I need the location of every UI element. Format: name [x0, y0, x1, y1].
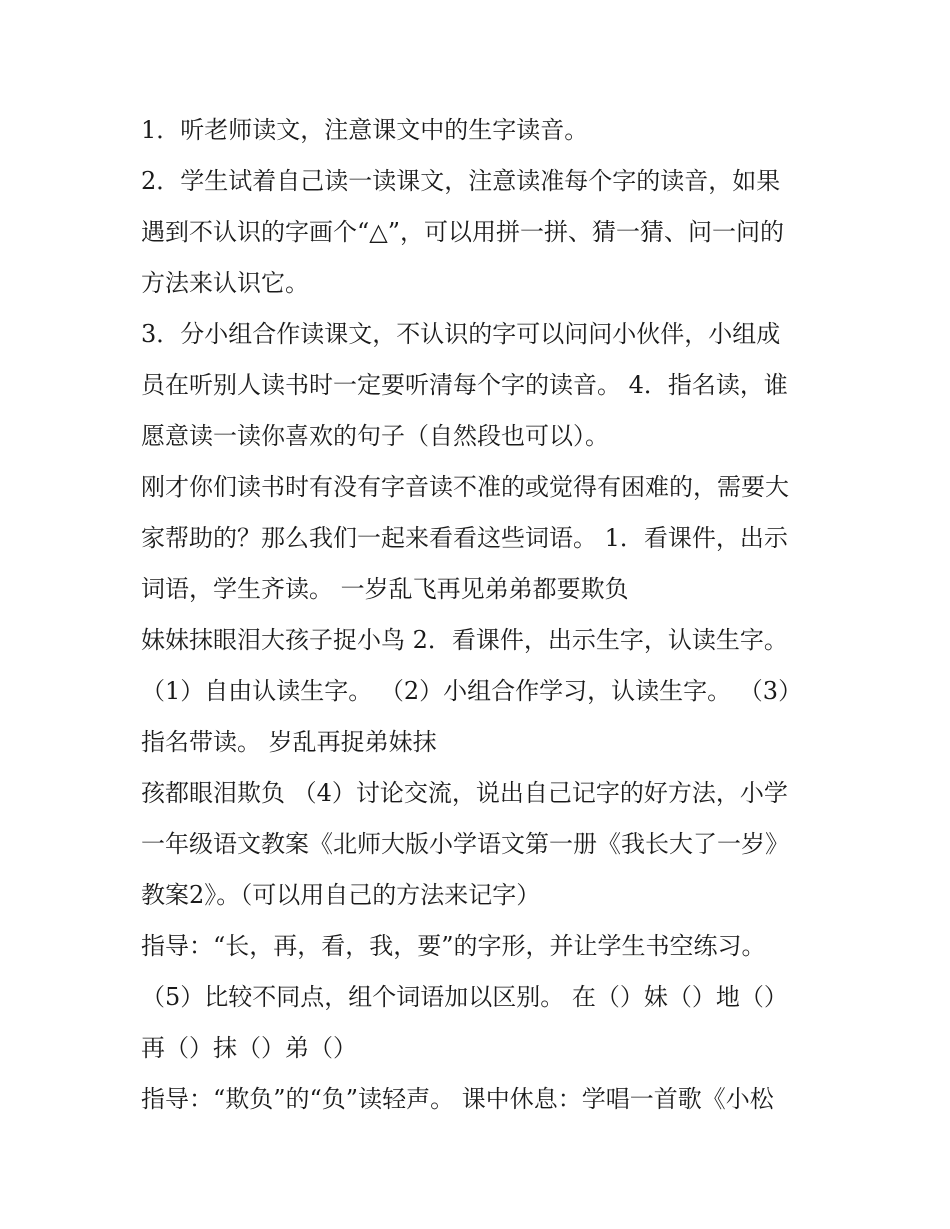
- text-line: 3．分小组合作读课文，不认识的字可以问问小伙伴，小组成: [141, 320, 781, 348]
- text-line: 遇到不认识的字画个“△”，可以用拼一拼、猜一猜、问一问的: [141, 218, 784, 246]
- text-line: 愿意读一读你喜欢的句子（自然段也可以）。: [141, 422, 609, 450]
- text-line: 一年级语文教案《北师大版小学语文第一册《我长大了一岁》: [141, 830, 789, 858]
- text-line: 员在听别人读书时一定要听清每个字的读音。 4．指名读，谁: [141, 371, 788, 399]
- text-line: 1．听老师读文，注意课文中的生字读音。: [141, 116, 589, 144]
- text-line: 方法来认识它。: [141, 269, 309, 297]
- text-line: 妹妹抹眼泪大孩子捉小鸟 2．看课件，出示生字，认读生字。: [141, 626, 788, 654]
- text-line: 再（）抹（）弟（）: [141, 1034, 357, 1062]
- text-line: 指导：“欺负”的“负”读轻声。 课中休息：学唱一首歌《小松: [141, 1085, 774, 1113]
- text-line: 孩都眼泪欺负 （4）讨论交流，说出自己记字的好方法，小学: [141, 779, 788, 807]
- text-line: 家帮助的？那么我们一起来看看这些词语。 1．看课件，出示: [141, 524, 788, 552]
- text-line: 词语，学生齐读。 一岁乱飞再见弟弟都要欺负: [141, 575, 629, 603]
- text-line: （5）比较不同点，组个词语加以区别。 在（）妹（）地（）: [141, 983, 788, 1011]
- text-line: 刚才你们读书时有没有字音读不准的或觉得有困难的，需要大: [141, 473, 789, 501]
- text-line: 指名带读。 岁乱再捉弟妹抹: [141, 728, 437, 756]
- text-line: （1）自由认读生字。 （2）小组合作学习，认读生字。 （3）: [141, 677, 803, 705]
- text-line: 指导：“长，再，看，我，要”的字形，并让学生书空练习。: [141, 932, 766, 960]
- text-line: 教案2》。（可以用自己的方法来记字）: [141, 881, 541, 909]
- text-line: 2．学生试着自己读一读课文，注意读准每个字的读音，如果: [141, 167, 781, 195]
- lesson-text: [141, 107, 831, 1127]
